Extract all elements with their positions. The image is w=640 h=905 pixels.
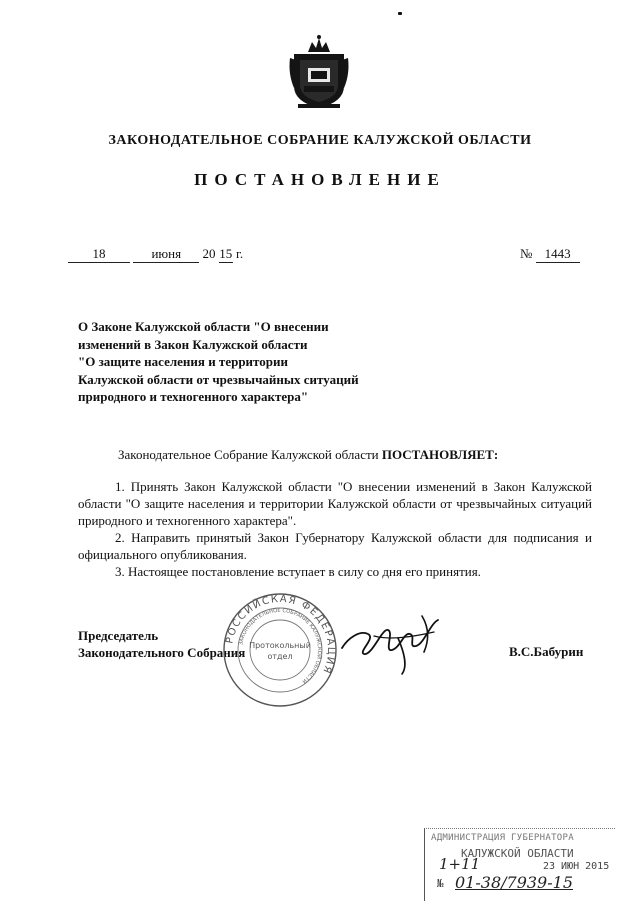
signatory-position [78, 627, 245, 661]
decree-body [78, 478, 592, 580]
seal-outer-text: РОССИЙСКАЯ ФЕДЕРАЦИЯ [224, 593, 337, 676]
stamp-number-prefix: № [437, 877, 444, 890]
signatory-name: В.С.Бабурин [509, 644, 584, 659]
coat-of-arms-icon [288, 34, 350, 110]
scan-mark [398, 12, 402, 15]
date-suffix: г. [236, 246, 244, 261]
clause-2: 2. Направить принятый Закон Губернатору Калужской области для подписания и официального опубликования. [78, 530, 592, 562]
stamp-line-1: АДМИНИСТРАЦИЯ ГУБЕРНАТОРА [431, 833, 574, 843]
date-year: 15 [219, 246, 233, 261]
seal-center-line-2: отдел [267, 652, 293, 661]
stamp-line-2: КАЛУЖСКОЙ ОБЛАСТИ [461, 847, 574, 860]
number-sign: № [520, 246, 533, 261]
subject-line: изменений в Закон Калужской области [78, 336, 308, 352]
assembly-name: ЗАКОНОДАТЕЛЬНОЕ СОБРАНИЕ КАЛУЖСКОЙ ОБЛАСТИ [108, 133, 532, 148]
subject-line: О Законе Калужской области "О внесении [78, 319, 329, 334]
handwritten-signature [338, 608, 456, 676]
stamp-handwritten-number: 01-38/7939-15 [455, 873, 573, 892]
seal-inner-text: ЗАКОНОДАТЕЛЬНОЕ СОБРАНИЕ КАЛУЖСКОЙ ОБЛАСТИ [238, 607, 323, 685]
subject-line: природного и техногенного характера" [78, 389, 309, 404]
document-number [520, 246, 580, 263]
stamp-handwritten-date: 1+11 [439, 855, 481, 873]
subject-line: "О защите населения и территории [78, 354, 288, 369]
document-date [68, 246, 243, 263]
official-seal [222, 592, 338, 708]
document-title: ПОСТАНОВЛЕНИЕ [194, 170, 446, 189]
number-value: 1443 [536, 246, 580, 263]
stamp-date: 23 ИЮН 2015 [543, 861, 610, 872]
position-line-2: Законодательного Собрания [78, 645, 246, 660]
date-day: 18 [68, 246, 130, 263]
registration-stamp [424, 828, 615, 901]
preamble-emphasis: ПОСТАНОВЛЯЕТ: [381, 447, 499, 462]
preamble-text: Законодательное Собрание Калужской области [118, 447, 379, 462]
preamble [118, 447, 498, 463]
clause-1: 1. Принять Закон Калужской области "О внесении изменений в Закон Калужской области "О защите населения и территории Калужской области от чрезвычайных ситуаций природного и техногенного характера". [78, 479, 592, 528]
subject-line: Калужской области от чрезвычайных ситуаций [78, 371, 359, 387]
seal-center-line-1: Протокольный [249, 641, 311, 650]
subject-heading [78, 318, 438, 406]
date-month: июня [133, 246, 199, 263]
clause-3: 3. Настоящее постановление вступает в силу со дня его принятия. [115, 564, 481, 579]
position-line-1: Председатель [78, 628, 159, 643]
date-century: 20 [202, 246, 216, 261]
